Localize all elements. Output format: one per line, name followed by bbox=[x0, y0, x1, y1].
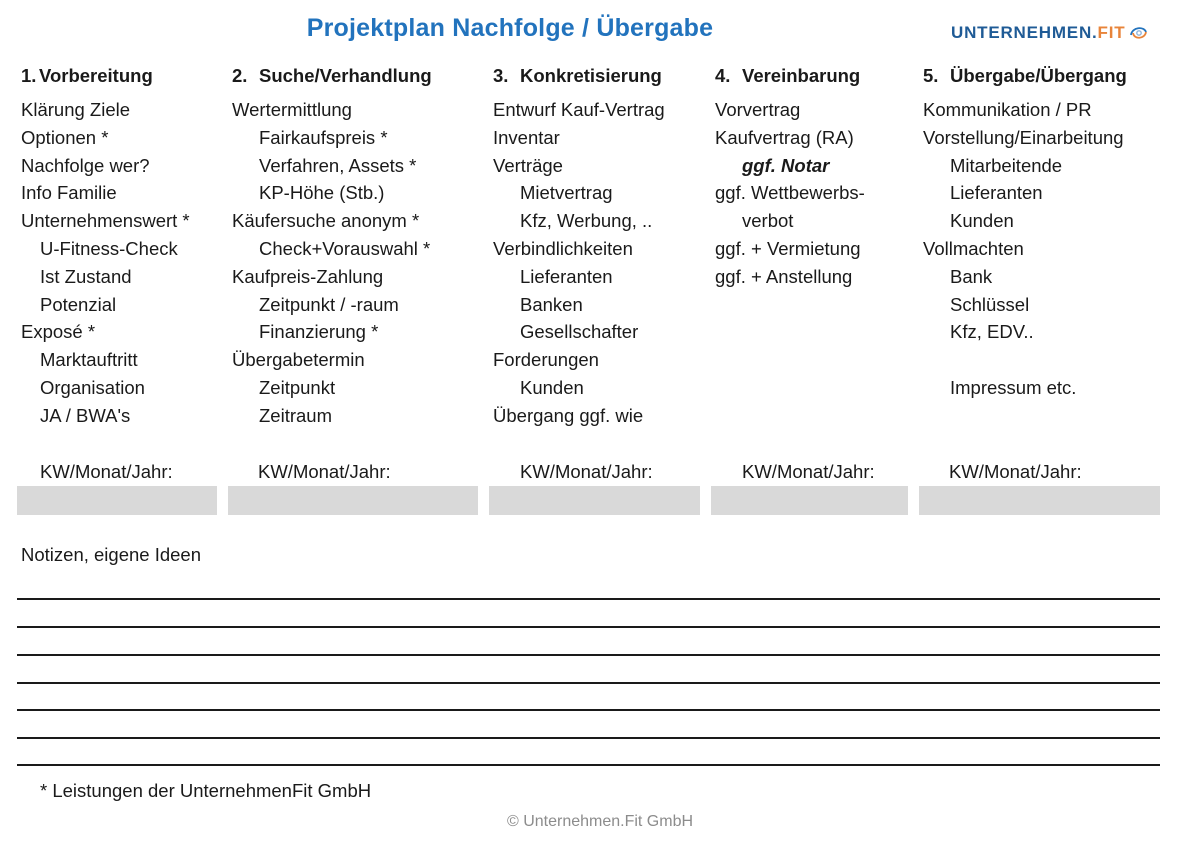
kw-label-1: KW/Monat/Jahr: bbox=[40, 461, 173, 482]
phase-title: Übergabe/Übergang bbox=[950, 65, 1127, 86]
phase-heading bbox=[715, 62, 865, 90]
phase-title: Konkretisierung bbox=[520, 65, 662, 86]
task-item: ggf. + Anstellung bbox=[715, 265, 853, 287]
task-item: Schlüssel bbox=[950, 293, 1030, 315]
task-item: verbot bbox=[742, 210, 794, 232]
notes-line[interactable] bbox=[17, 682, 1160, 684]
task-item: Kfz, EDV.. bbox=[950, 321, 1034, 343]
notes-line[interactable] bbox=[17, 626, 1160, 628]
date-field-4[interactable] bbox=[711, 486, 908, 515]
task-item: Marktauftritt bbox=[40, 349, 138, 371]
task-item: Kaufpreis-Zahlung bbox=[232, 265, 384, 287]
task-item: Potenzial bbox=[40, 293, 117, 315]
task-item: Zeitpunkt / -raum bbox=[259, 293, 399, 315]
task-item: Finanzierung * bbox=[259, 321, 379, 343]
task-item: Nachfolge wer? bbox=[21, 154, 150, 176]
task-item: U-Fitness-Check bbox=[40, 237, 178, 259]
task-item: Übergabetermin bbox=[232, 349, 365, 371]
phase-title: Vereinbarung bbox=[742, 65, 861, 86]
task-item: Lieferanten bbox=[520, 265, 613, 287]
phase-number: 4. bbox=[715, 65, 731, 86]
task-item: Kunden bbox=[950, 210, 1014, 232]
phase-column-2 bbox=[232, 62, 432, 430]
notes-line[interactable] bbox=[17, 654, 1160, 656]
phase-number: 5. bbox=[923, 65, 939, 86]
date-field-2[interactable] bbox=[228, 486, 478, 515]
logo-text: UNTERNEHMEN. bbox=[951, 23, 1098, 42]
task-item: Kunden bbox=[520, 376, 584, 398]
page-title: Projektplan Nachfolge / Übergabe bbox=[306, 14, 714, 42]
task-item: Übergang ggf. wie bbox=[493, 404, 644, 426]
task-item: Gesellschafter bbox=[520, 321, 639, 343]
phase-heading bbox=[232, 62, 432, 90]
task-item: Impressum etc. bbox=[950, 376, 1077, 398]
copyright: © Unternehmen.Fit GmbH bbox=[506, 813, 694, 830]
task-item: Verträge bbox=[493, 154, 563, 176]
notes-line[interactable] bbox=[17, 709, 1160, 711]
task-item: Verfahren, Assets * bbox=[259, 154, 417, 176]
task-item: Verbindlichkeiten bbox=[493, 237, 633, 259]
task-item: Ist Zustand bbox=[40, 265, 132, 287]
task-item: Check+Vorauswahl * bbox=[259, 237, 431, 259]
task-item: Vorstellung/Einarbeitung bbox=[923, 126, 1124, 148]
notes-label: Notizen, eigene Ideen bbox=[21, 544, 201, 565]
date-field-5[interactable] bbox=[919, 486, 1160, 515]
kw-label-4: KW/Monat/Jahr: bbox=[742, 461, 875, 482]
task-item: Unternehmenswert * bbox=[21, 210, 190, 232]
task-item: Klärung Ziele bbox=[21, 99, 131, 120]
task-item: Fairkaufspreis * bbox=[259, 126, 388, 148]
swirl-logo-icon bbox=[1128, 24, 1150, 42]
notes-line[interactable] bbox=[17, 764, 1160, 766]
phase-heading bbox=[493, 62, 665, 90]
date-field-1[interactable] bbox=[17, 486, 217, 515]
phase-number: 1. bbox=[21, 65, 37, 86]
task-item: Entwurf Kauf-Vertrag bbox=[493, 99, 665, 120]
kw-label-5: KW/Monat/Jahr: bbox=[949, 461, 1082, 482]
phase-title: Suche/Verhandlung bbox=[259, 65, 432, 86]
task-item: Exposé * bbox=[21, 321, 96, 343]
task-item bbox=[923, 346, 1127, 374]
phase-heading bbox=[21, 62, 190, 90]
task-item: Käufersuche anonym * bbox=[232, 210, 420, 232]
task-item: Optionen * bbox=[21, 126, 109, 148]
phase-column-5 bbox=[923, 62, 1127, 402]
task-item: Inventar bbox=[493, 126, 560, 148]
kw-label-3: KW/Monat/Jahr: bbox=[520, 461, 653, 482]
date-field-3[interactable] bbox=[489, 486, 700, 515]
phase-heading bbox=[923, 62, 1127, 90]
task-item: Kommunikation / PR bbox=[923, 99, 1092, 120]
task-item: Vorvertrag bbox=[715, 99, 801, 120]
kw-label-2: KW/Monat/Jahr: bbox=[258, 461, 391, 482]
phase-title: Vorbereitung bbox=[39, 65, 153, 86]
phase-column-3 bbox=[493, 62, 665, 430]
phase-number: 3. bbox=[493, 65, 509, 86]
notes-line[interactable] bbox=[17, 598, 1160, 600]
task-item: Banken bbox=[520, 293, 583, 315]
task-item: Organisation bbox=[40, 376, 145, 398]
notes-line[interactable] bbox=[17, 737, 1160, 739]
task-item: Bank bbox=[950, 265, 993, 287]
task-item: Lieferanten bbox=[950, 182, 1043, 204]
task-item: ggf. Wettbewerbs- bbox=[715, 182, 865, 204]
task-item: ggf. + Vermietung bbox=[715, 237, 861, 259]
phase-column-4 bbox=[715, 62, 865, 291]
task-item: Kfz, Werbung, .. bbox=[520, 210, 653, 232]
task-item: Wertermittlung bbox=[232, 99, 352, 120]
phase-number: 2. bbox=[232, 65, 248, 86]
phase-column-1 bbox=[21, 62, 190, 430]
task-item: Zeitraum bbox=[259, 404, 332, 426]
task-item: JA / BWA's bbox=[40, 404, 131, 426]
task-item: Kaufvertrag (RA) bbox=[715, 126, 854, 148]
task-item: Zeitpunkt bbox=[259, 376, 336, 398]
brand-logo bbox=[951, 22, 1150, 44]
task-item: ggf. Notar bbox=[742, 154, 830, 176]
task-item: Vollmachten bbox=[923, 237, 1024, 259]
task-item: Info Familie bbox=[21, 182, 117, 204]
task-item: Mitarbeitende bbox=[950, 154, 1063, 176]
task-item: Mietvertrag bbox=[520, 182, 613, 204]
logo-accent-text: FIT bbox=[1097, 23, 1126, 42]
task-item: Forderungen bbox=[493, 349, 599, 371]
task-item: KP-Höhe (Stb.) bbox=[259, 182, 385, 204]
footnote: * Leistungen der UnternehmenFit GmbH bbox=[40, 780, 372, 801]
